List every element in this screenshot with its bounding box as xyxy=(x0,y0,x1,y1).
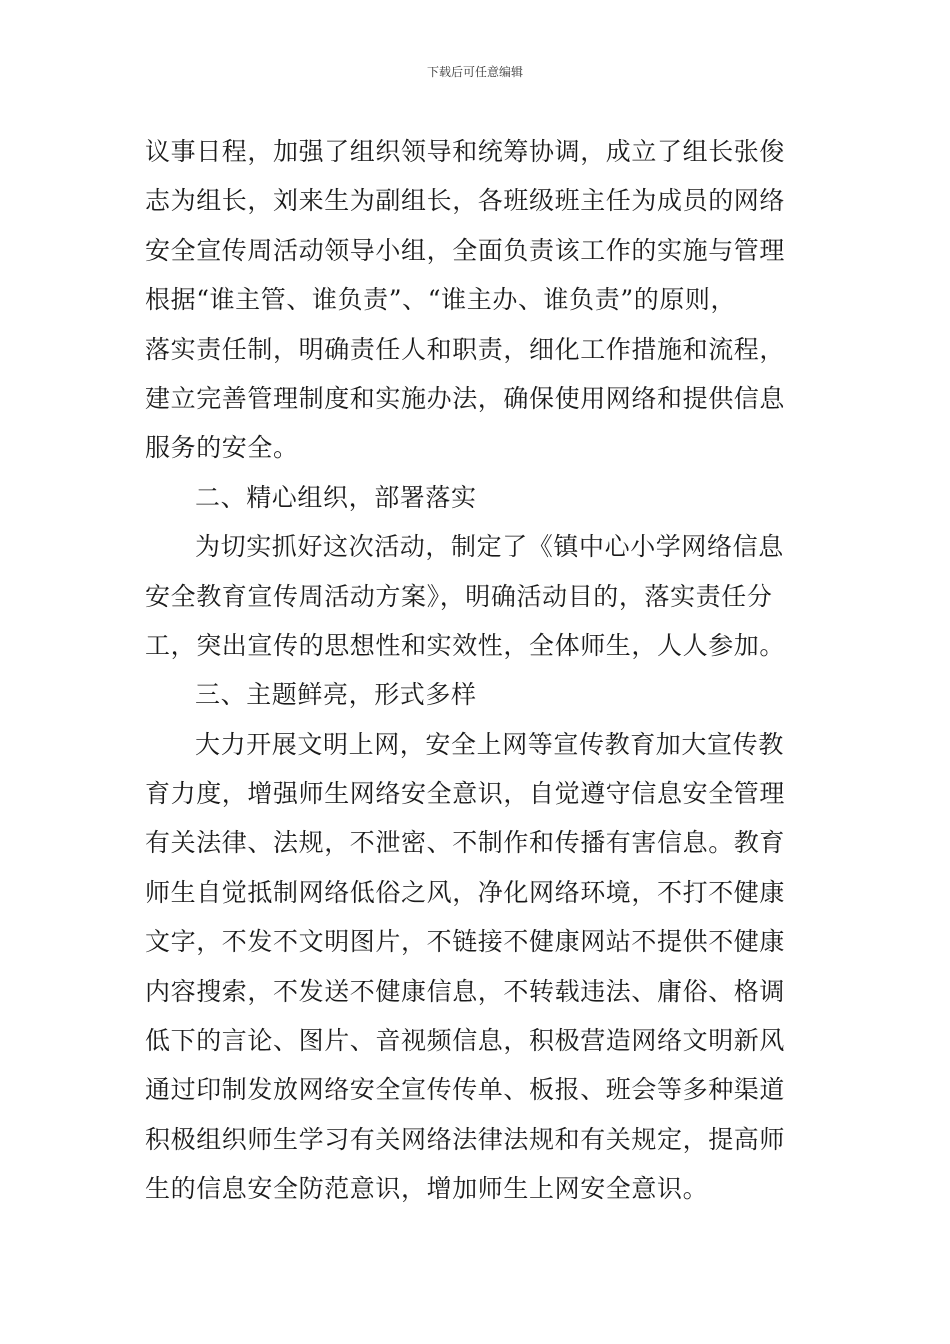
page-header: 下载后可任意编辑 xyxy=(426,65,523,79)
text-line: 生的信息安全防范意识，增加师生上网安全意识。 xyxy=(145,1174,709,1204)
text-line: 师生自觉抵制网络低俗之风，净化网络环境，不打不健康 xyxy=(145,877,786,907)
document-body xyxy=(145,127,813,1214)
text-line: 安全宣传周活动领导小组，全面负责该工作的实施与管理 xyxy=(145,235,786,265)
text-line: 志为组长，刘来生为副组长，各班级班主任为成员的网络 xyxy=(145,186,786,216)
text-line: 内容搜索，不发送不健康信息，不转载违法、庸俗、格调 xyxy=(145,976,786,1006)
section-heading: 三、主题鲜亮，形式多样 xyxy=(195,680,477,710)
text-line: 大力开展文明上网，安全上网等宣传教育加大宣传教 xyxy=(195,729,784,759)
text-line: 落实责任制，明确责任人和职责，细化工作措施和流程， xyxy=(145,334,786,364)
text-line: 根据“谁主管、谁负责”、“谁主办、谁负责”的原则， xyxy=(145,285,737,315)
text-line: 建立完善管理制度和实施办法，确保使用网络和提供信息 xyxy=(145,383,786,413)
text-line: 低下的言论、图片、音视频信息，积极营造网络文明新风 xyxy=(145,1026,786,1056)
text-line: 服务的安全。 xyxy=(145,433,299,463)
text-line: 工，突出宣传的思想性和实效性，全体师生，人人参加。 xyxy=(145,630,786,660)
text-line: 有关法律、法规，不泄密、不制作和传播有害信息。教育 xyxy=(145,828,786,858)
text-line: 文字，不发不文明图片，不链接不健康网站不提供不健康 xyxy=(145,927,786,957)
text-line: 积极组织师生学习有关网络法律法规和有关规定，提高师 xyxy=(145,1124,786,1154)
text-line: 育力度，增强师生网络安全意识，自觉遵守信息安全管理 xyxy=(145,779,786,809)
text-line: 安全教育宣传周活动方案》，明确活动目的，落实责任分 xyxy=(145,581,773,611)
text-line: 通过印制发放网络安全宣传传单、板报、班会等多种渠道 xyxy=(145,1075,786,1105)
section-heading: 二、精心组织，部署落实 xyxy=(195,482,477,512)
text-line: 为切实抓好这次活动，制定了《镇中心小学网络信息 xyxy=(195,532,784,562)
text-line: 议事日程，加强了组织领导和统筹协调，成立了组长张俊 xyxy=(145,137,786,166)
